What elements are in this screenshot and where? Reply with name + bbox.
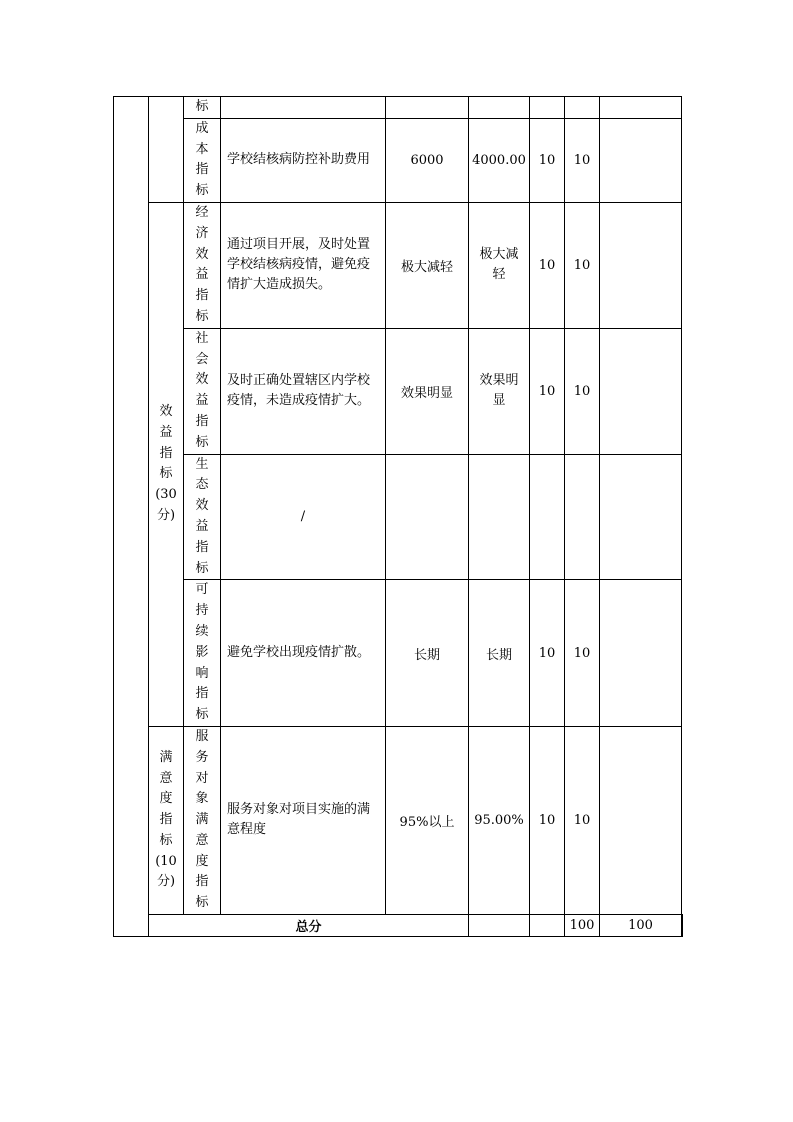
note-cell — [600, 202, 682, 328]
indicator-content — [221, 97, 386, 119]
total-target — [469, 915, 530, 937]
actual-value — [469, 97, 530, 119]
note-cell — [600, 580, 682, 727]
target-value: 极大减轻 — [386, 202, 469, 328]
sub-indicator — [184, 328, 221, 454]
target-value — [386, 454, 469, 580]
sub-indicator — [184, 580, 221, 727]
table-row — [114, 580, 683, 727]
vertical-text: 社 会 效 益 指 标 — [195, 330, 209, 450]
total-row — [114, 915, 683, 937]
indicator-content: 服务对象对项目实施的满意程度 — [221, 726, 386, 914]
score-value: 10 — [565, 328, 600, 454]
vertical-text: 标 — [195, 99, 209, 114]
vertical-text: 效 益 指 标 (30 分) — [155, 404, 177, 524]
note-cell — [600, 97, 682, 119]
target-value — [386, 97, 469, 119]
note-cell — [600, 726, 682, 914]
note-cell — [600, 118, 682, 202]
level2-cell — [149, 97, 184, 203]
vertical-text: 可 持 续 影 响 指 标 — [195, 582, 209, 723]
weight-value: 10 — [530, 328, 565, 454]
weight-value: 10 — [530, 726, 565, 914]
weight-value — [530, 97, 565, 119]
actual-text: 极大减轻 — [479, 247, 519, 283]
table-row — [114, 726, 683, 914]
table-row — [114, 202, 683, 328]
table-row — [114, 97, 683, 119]
note-cell — [600, 454, 682, 580]
group-benefit — [149, 202, 184, 726]
score-value: 10 — [565, 202, 600, 328]
target-value: 长期 — [386, 580, 469, 727]
score-value: 10 — [565, 726, 600, 914]
score-value: 10 — [565, 580, 600, 727]
indicator-content: / — [221, 454, 386, 580]
sub-indicator — [184, 97, 221, 119]
indicator-content: 及时正确处置辖区内学校疫情，未造成疫情扩大。 — [221, 328, 386, 454]
weight-value — [530, 454, 565, 580]
vertical-text: 服 务 对 象 满 意 度 指 标 — [195, 728, 209, 911]
vertical-text: 成 本 指 标 — [195, 120, 209, 199]
sub-indicator — [184, 202, 221, 328]
level1-cell — [114, 97, 149, 937]
sub-indicator — [184, 118, 221, 202]
actual-value — [469, 454, 530, 580]
target-value: 95%以上 — [386, 726, 469, 914]
vertical-text: 经 济 效 益 指 标 — [195, 204, 209, 324]
total-score: 100 — [600, 915, 682, 937]
actual-text: 效果明显 — [479, 373, 519, 409]
weight-value: 10 — [530, 202, 565, 328]
total-note — [682, 915, 683, 937]
actual-value: 95.00% — [469, 726, 530, 914]
indicator-content: 通过项目开展，及时处置学校结核病疫情，避免疫情扩大造成损失。 — [221, 202, 386, 328]
weight-value: 10 — [530, 118, 565, 202]
sub-indicator — [184, 726, 221, 914]
performance-table — [113, 96, 683, 937]
score-value — [565, 97, 600, 119]
table-row — [114, 328, 683, 454]
total-weight: 100 — [565, 915, 600, 937]
indicator-content: 学校结核病防控补助费用 — [221, 118, 386, 202]
table-row — [114, 118, 683, 202]
actual-value — [469, 202, 530, 328]
vertical-text: 满 意 度 指 标 (10 分) — [155, 749, 177, 890]
target-value: 效果明显 — [386, 328, 469, 454]
actual-value: 4000.00 — [469, 118, 530, 202]
indicator-content: 避免学校出现疫情扩散。 — [221, 580, 386, 727]
weight-value: 10 — [530, 580, 565, 727]
actual-value — [469, 328, 530, 454]
note-cell — [600, 328, 682, 454]
vertical-text: 生 态 效 益 指 标 — [195, 456, 209, 576]
target-value: 6000 — [386, 118, 469, 202]
table-row — [114, 454, 683, 580]
sub-indicator — [184, 454, 221, 580]
total-label: 总分 — [149, 915, 469, 937]
actual-value: 长期 — [469, 580, 530, 727]
score-value: 10 — [565, 118, 600, 202]
total-actual — [530, 915, 565, 937]
group-satisfaction — [149, 726, 184, 914]
score-value — [565, 454, 600, 580]
